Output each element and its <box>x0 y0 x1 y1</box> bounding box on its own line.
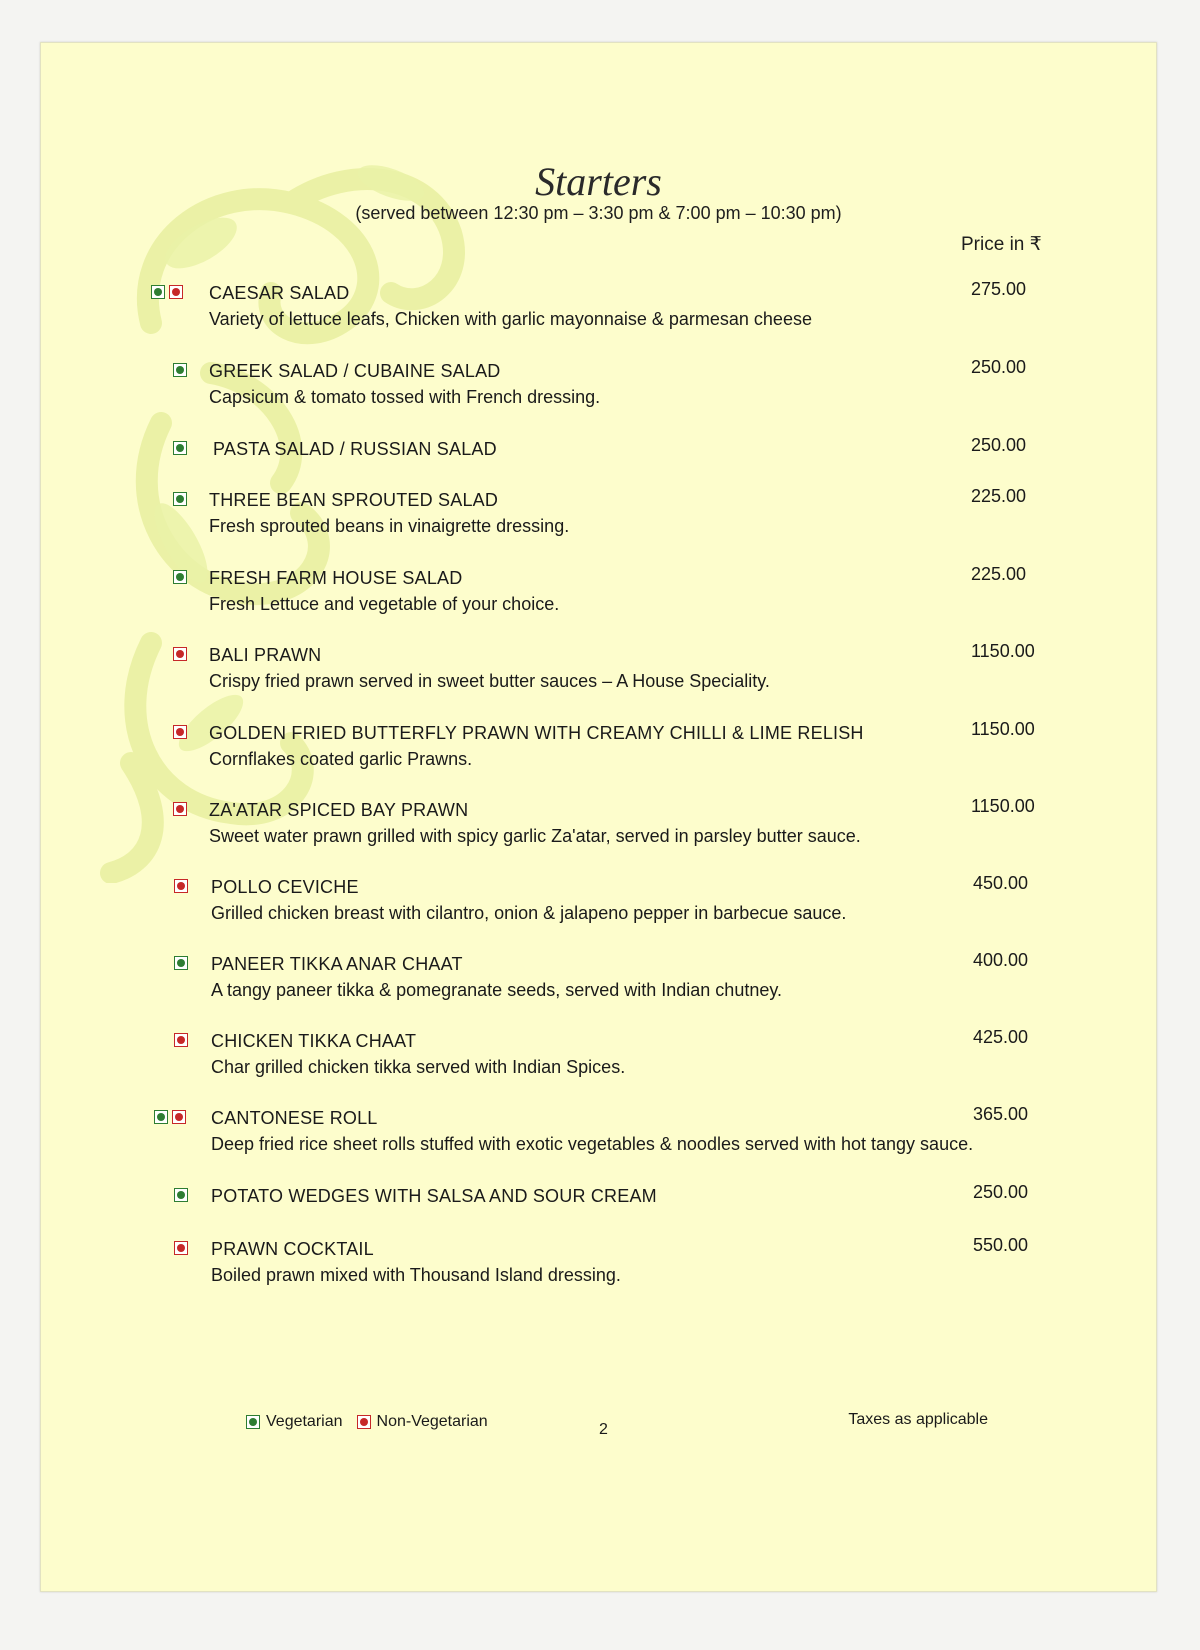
item-price: 550.00 <box>973 1235 1029 1255</box>
item-description: Deep fried rice sheet rolls stuffed with exotic vegetables & noodles served with hot tangy sauce. <box>211 1134 974 1154</box>
diet-markers <box>173 441 187 455</box>
diet-markers <box>173 725 187 739</box>
serving-hours: (served between 12:30 pm – 3:30 pm & 7:00 pm – 10:30 pm) <box>355 203 842 223</box>
item-description: Grilled chicken breast with cilantro, onion & jalapeno pepper in barbecue sauce. <box>211 903 847 923</box>
item-price: 1150.00 <box>971 796 1035 816</box>
diet-markers <box>173 647 187 661</box>
item-price: 225.00 <box>971 486 1027 506</box>
item-price: 1150.00 <box>971 641 1035 661</box>
item-name: CAESAR SALAD <box>209 283 350 303</box>
nonveg-icon <box>172 1110 186 1124</box>
veg-legend-label: Vegetarian <box>266 1413 343 1430</box>
item-price: 225.00 <box>971 564 1027 584</box>
page-title: Starters <box>535 159 662 204</box>
diet-markers <box>174 1033 188 1047</box>
item-price: 250.00 <box>971 435 1027 455</box>
veg-icon <box>246 1415 260 1429</box>
veg-icon <box>173 492 187 506</box>
item-name: PRAWN COCKTAIL <box>211 1239 374 1259</box>
item-description: Sweet water prawn grilled with spicy garlic Za'atar, served in parsley butter sauce. <box>209 826 861 846</box>
item-name: CHICKEN TIKKA CHAAT <box>211 1031 417 1051</box>
diet-markers <box>174 1188 188 1202</box>
item-description: Capsicum & tomato tossed with French dressing. <box>209 387 601 407</box>
item-name: THREE BEAN SPROUTED SALAD <box>209 490 499 510</box>
nonveg-legend-label: Non-Vegetarian <box>376 1413 488 1430</box>
item-name: POTATO WEDGES WITH SALSA AND SOUR CREAM <box>211 1186 657 1206</box>
menu-page <box>40 42 1157 1592</box>
nonveg-icon <box>174 1241 188 1255</box>
item-name: CANTONESE ROLL <box>211 1108 378 1128</box>
item-price: 450.00 <box>973 873 1029 893</box>
veg-icon <box>174 1188 188 1202</box>
diet-legend <box>246 1413 496 1431</box>
item-name: GOLDEN FRIED BUTTERFLY PRAWN WITH CREAMY CHILLI & LIME RELISH <box>209 723 864 743</box>
item-name: ZA'ATAR SPICED BAY PRAWN <box>209 800 469 820</box>
item-description: Boiled prawn mixed with Thousand Island dressing. <box>211 1265 621 1285</box>
diet-markers <box>174 956 188 970</box>
diet-markers <box>173 492 187 506</box>
nonveg-icon <box>357 1415 371 1429</box>
item-description: Fresh sprouted beans in vinaigrette dressing. <box>209 516 570 536</box>
item-price: 275.00 <box>971 279 1027 299</box>
diet-markers <box>173 802 187 816</box>
item-description: Char grilled chicken tikka served with Indian Spices. <box>211 1057 626 1077</box>
item-description: A tangy paneer tikka & pomegranate seeds, served with Indian chutney. <box>211 980 783 1000</box>
item-name: FRESH FARM HOUSE SALAD <box>209 568 463 588</box>
item-price: 250.00 <box>973 1182 1029 1202</box>
diet-markers <box>151 285 183 299</box>
nonveg-icon <box>174 1033 188 1047</box>
item-name: PASTA SALAD / RUSSIAN SALAD <box>213 439 497 459</box>
veg-icon <box>151 285 165 299</box>
nonveg-icon <box>173 802 187 816</box>
item-price: 400.00 <box>973 950 1029 970</box>
item-name: GREEK SALAD / CUBAINE SALAD <box>209 361 501 381</box>
page-number: 2 <box>599 1421 608 1438</box>
item-name: BALI PRAWN <box>209 645 322 665</box>
diet-markers <box>174 879 188 893</box>
veg-icon <box>174 956 188 970</box>
diet-markers <box>173 570 187 584</box>
nonveg-icon <box>169 285 183 299</box>
nonveg-icon <box>173 725 187 739</box>
taxes-note: Taxes as applicable <box>848 1411 988 1428</box>
veg-icon <box>154 1110 168 1124</box>
item-description: Crispy fried prawn served in sweet butter sauces – A House Speciality. <box>209 671 770 691</box>
veg-icon <box>173 363 187 377</box>
item-description: Cornflakes coated garlic Prawns. <box>209 749 473 769</box>
veg-icon <box>173 441 187 455</box>
diet-markers <box>173 363 187 377</box>
nonveg-icon <box>174 879 188 893</box>
price-column-header: Price in ₹ <box>961 234 1042 255</box>
item-price: 365.00 <box>973 1104 1029 1124</box>
item-description: Fresh Lettuce and vegetable of your choice. <box>209 594 560 614</box>
item-description: Variety of lettuce leafs, Chicken with garlic mayonnaise & parmesan cheese <box>209 309 812 329</box>
item-price: 250.00 <box>971 357 1027 377</box>
item-name: POLLO CEVICHE <box>211 877 359 897</box>
diet-markers <box>174 1241 188 1255</box>
nonveg-icon <box>173 647 187 661</box>
item-price: 1150.00 <box>971 719 1035 739</box>
diet-markers <box>154 1110 186 1124</box>
item-name: PANEER TIKKA ANAR CHAAT <box>211 954 463 974</box>
item-price: 425.00 <box>973 1027 1029 1047</box>
veg-icon <box>173 570 187 584</box>
